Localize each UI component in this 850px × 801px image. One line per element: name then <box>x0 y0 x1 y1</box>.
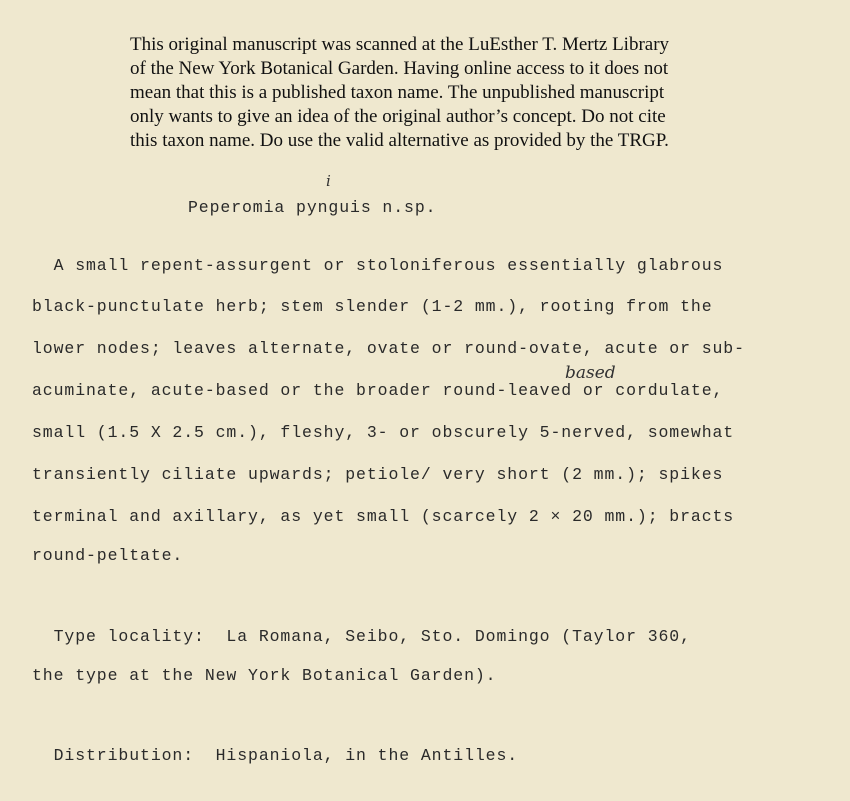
library-notice <box>130 33 770 153</box>
description-line: transiently ciliate upwards; petiole/ very short (2 mm.); spikes <box>32 465 724 484</box>
description-line: black-punctulate herb; stem slender (1-2 mm.), rooting from the <box>32 297 713 316</box>
distribution-line: Distribution: Hispaniola, in the Antilles. <box>32 746 519 765</box>
type-locality-line: Type locality: La Romana, Seibo, Sto. Domingo (Taylor 360, <box>32 627 691 646</box>
handwritten-correction-i: i <box>326 172 331 190</box>
description-line: A small repent-assurgent or stoloniferous essentially glabrous <box>32 256 724 275</box>
description-line: acuminate, acute-based or the broader round-leaved or cordulate, <box>32 381 724 400</box>
notice-line: only wants to give an idea of the original author’s concept. Do not cite <box>130 106 666 127</box>
description-line: lower nodes; leaves alternate, ovate or round-ovate, acute or sub- <box>32 339 745 358</box>
species-title: Peperomia pynguis n.sp. <box>188 198 437 217</box>
notice-line: mean that this is a published taxon name. The unpublished manuscript <box>130 82 665 103</box>
description-line: small (1.5 X 2.5 cm.), fleshy, 3- or obscurely 5-nerved, somewhat <box>32 423 735 442</box>
description-line: terminal and axillary, as yet small (scarcely 2 × 20 mm.); bracts <box>32 507 735 526</box>
notice-line: of the New York Botanical Garden. Having online access to it does not <box>130 58 669 79</box>
handwritten-insert-based: based <box>565 363 616 383</box>
type-locality-line: the type at the New York Botanical Garden). <box>32 666 497 685</box>
notice-line: this taxon name. Do use the valid alternative as provided by the TRGP. <box>130 130 669 151</box>
description-line: round-peltate. <box>32 546 184 565</box>
notice-line: This original manuscript was scanned at the LuEsther T. Mertz Library <box>130 34 670 55</box>
